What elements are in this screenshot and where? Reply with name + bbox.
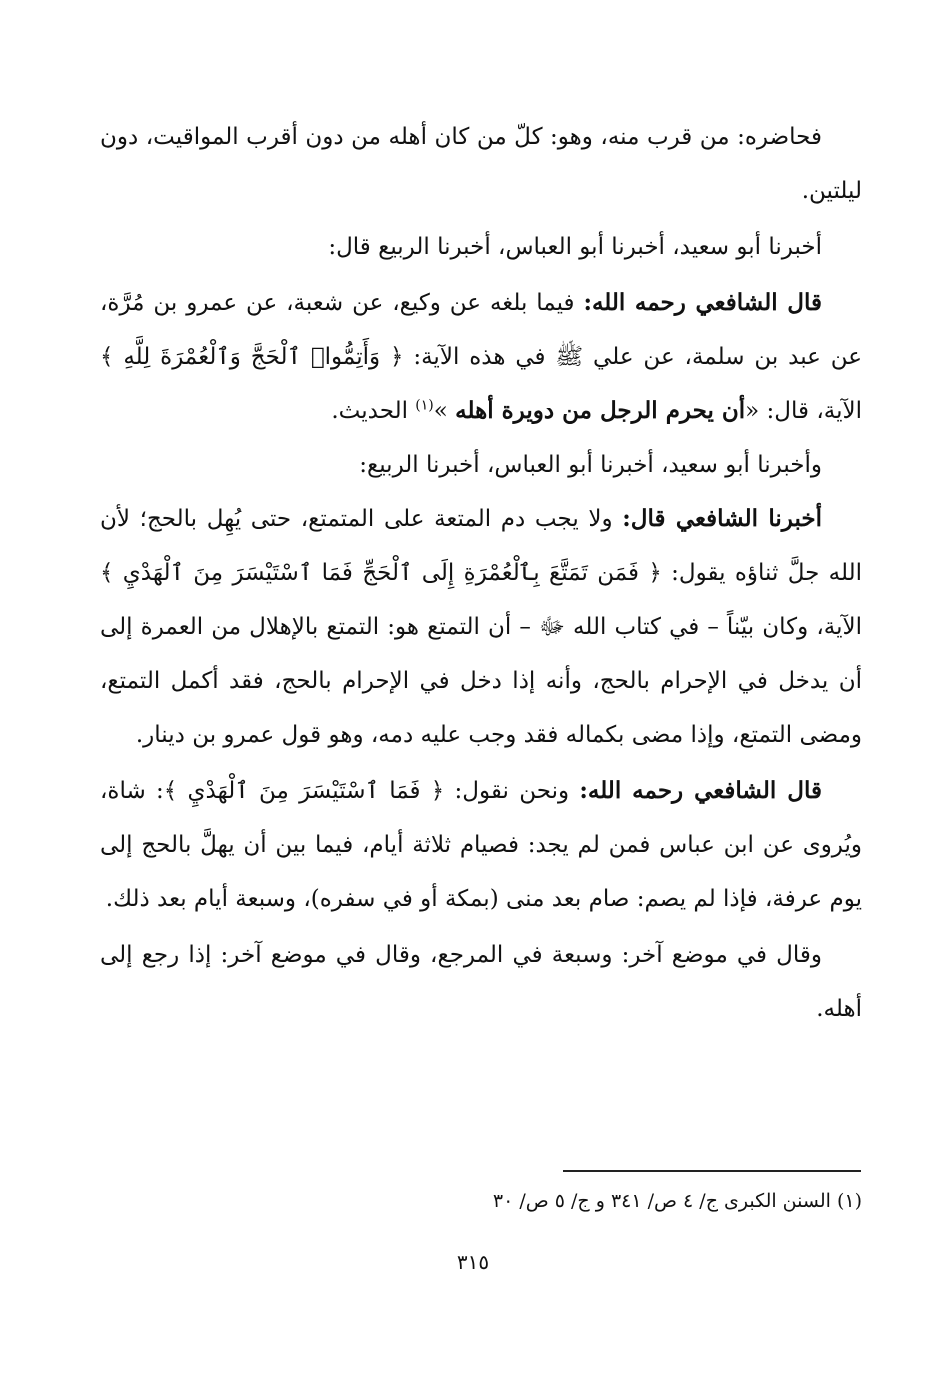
page-number-text: ٣١٥ — [456, 1250, 490, 1274]
quran-verse-3: ﴿ فَمَا ٱسْتَيْسَرَ مِنَ ٱلْهَدْيِ ﴾ — [163, 778, 445, 804]
paragraph-3-text-3: » — [433, 398, 456, 424]
paragraph-3-lead: قال الشافعي رحمه الله: — [583, 289, 822, 316]
paragraph-6-text-1: ونحن نقول: — [444, 778, 580, 804]
paragraph-6-text-2: : شاة، ويُروى عن ابن عباس فمن لم يجد: فصيام ثلاثة أيام، فيما بين أن يهلَّ بالحج إلى يوم عرفة، فإذا لم يصم: صام بعد منى (بمكة أو في سفره)، وسبعة أيام بعد ذلك. — [100, 778, 862, 912]
paragraph-5-lead: أخبرنا الشافعي قال: — [622, 505, 822, 532]
paragraph-7-text: وقال في موضع آخر: وسبعة في المرجع، وقال في موضع آخر: إذا رجع إلى أهله. — [100, 942, 862, 1022]
paragraph-4 — [100, 438, 862, 492]
quran-verse-2: ﴿ فَمَن تَمَتَّعَ بِٱلْعُمْرَةِ إِلَى ٱلْحَجِّ فَمَا ٱسْتَيْسَرَ مِنَ ٱلْهَدْيِ ﴾ — [100, 560, 662, 586]
paragraph-3-text-2: الآية، قال: « — [745, 398, 862, 424]
page-number — [423, 1247, 523, 1277]
paragraph-3-text-4: الحديث. — [331, 398, 416, 424]
paragraph-4-text: وأخبرنا أبو سعيد، أخبرنا أبو العباس، أخبرنا الربيع: — [359, 452, 822, 478]
quran-verse-1: ﴿ وَأَتِمُّوا۟ ٱلْحَجَّ وَٱلْعُمْرَةَ لِلَّهِ ﴾ — [100, 344, 404, 370]
footnote-marker: (١) — [415, 397, 434, 414]
paragraph-2-text: أخبرنا أبو سعيد، أخبرنا أبو العباس، أخبرنا الربيع قال: — [328, 234, 822, 260]
paragraph-5 — [100, 492, 862, 762]
paragraph-6-lead: قال الشافعي رحمه الله: — [579, 777, 822, 804]
paragraph-7 — [100, 928, 862, 1036]
footnote-divider — [563, 1170, 861, 1172]
paragraph-1 — [100, 110, 862, 218]
paragraph-3 — [100, 276, 862, 438]
main-text — [100, 110, 862, 1036]
paragraph-2 — [100, 220, 862, 274]
paragraph-5-text-2: الآية، وكان بيّناً – في كتاب الله ﷻ – أن التمتع هو: التمتع بالإهلال من العمرة إلى أن يدخل في الإحرام بالحج، وأنه إذا دخل في الإحرام بالحج، فقد أكمل التمتع، ومضى التمتع، وإذا مضى بكماله فقد وجب عليه دمه، وهو قول عمرو بن دينار. — [100, 614, 862, 748]
paragraph-6 — [100, 764, 862, 926]
paragraph-1-text: فحاضره: من قرب منه، وهو: كلّ من كان أهله من دون أقرب المواقيت، دون ليلتين. — [100, 124, 862, 204]
hadith-quote: أن يحرم الرجل من دويرة أهله — [455, 397, 746, 424]
footnote-text: (١) السنن الكبرى ج/ ٤ ص/ ٣٤١ و ج/ ٥ ص/ ٣٠ — [492, 1190, 862, 1212]
footnote — [300, 1185, 862, 1217]
paragraph-3-text-1: فيما بلغه عن وكيع، عن شعبة، عن عمرو بن مُرَّة، عن عبد بن سلمة، عن علي ﷺ في هذه الآية: — [100, 290, 862, 370]
paragraph-5-text-1: ولا يجب دم المتعة على المتمتع، حتى يُهِل بالحج؛ لأن الله جلَّ ثناؤه يقول: — [100, 506, 863, 586]
